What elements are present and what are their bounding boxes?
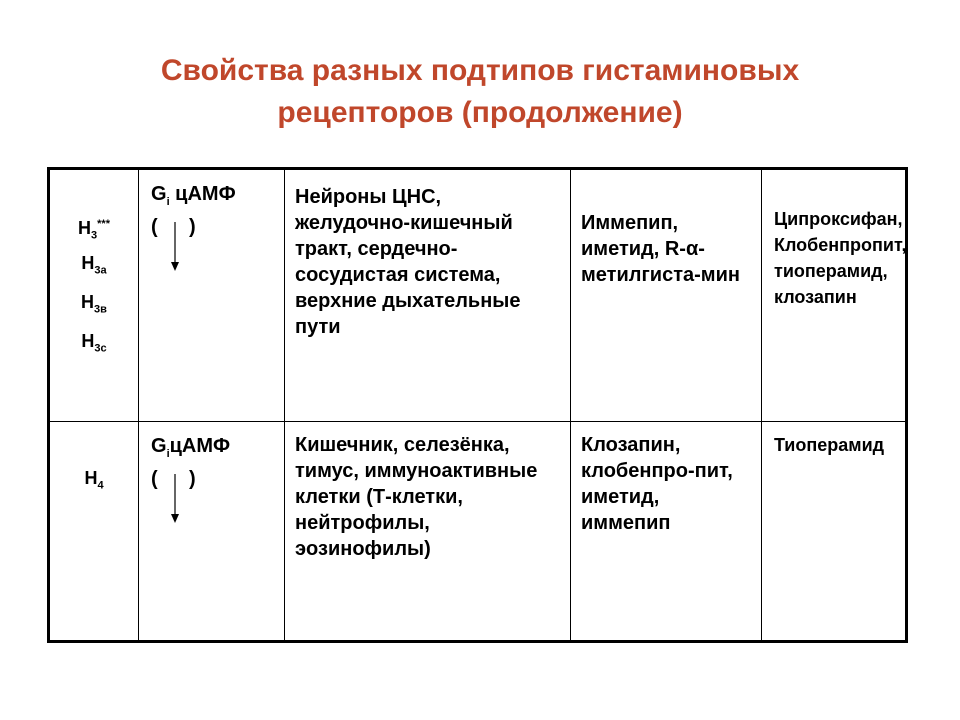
agonists-text: Клозапин, клобенпро-пит, иметид, иммепип xyxy=(581,434,733,534)
receptor-cell xyxy=(49,169,139,422)
page-title xyxy=(40,50,920,134)
receptor-table xyxy=(47,167,908,643)
paren-close: ) xyxy=(189,468,196,490)
agonists-cell xyxy=(571,169,762,422)
localization-cell xyxy=(285,422,571,642)
agonists-cell xyxy=(571,422,762,642)
paren-close: ) xyxy=(189,216,196,238)
paren-open: ( xyxy=(151,216,158,238)
paren-open: ( xyxy=(151,468,158,490)
receptor-h3a: $H_{3a}$ xyxy=(81,253,107,277)
antagonists-cell xyxy=(762,169,907,422)
receptor-h3b: $H_{3в}$ xyxy=(81,292,107,316)
antagonists-text: Ципроксифан, Клобенпропит, тиоперамид, клозапин xyxy=(774,209,907,307)
localization-cell xyxy=(285,169,571,422)
title-line-1: Свойства разных подтипов гистаминовых xyxy=(160,54,800,87)
table-row-h3 xyxy=(49,169,907,422)
signal-cell xyxy=(139,422,285,642)
receptor-h3: $H_3^{***}$ xyxy=(78,218,110,242)
receptor-h4: $H_4$ xyxy=(84,468,104,492)
agonists-text: Иммепип, иметид, R-α-метилгиста-мин xyxy=(581,212,740,286)
table-row-h4 xyxy=(49,422,907,642)
receptor-h3c: $H_{3c}$ xyxy=(81,331,107,355)
receptor-cell xyxy=(49,422,139,642)
signal-text: $G_iцАМФ$ xyxy=(151,435,231,460)
down-arrow-icon xyxy=(165,216,185,272)
antagonists-cell xyxy=(762,422,907,642)
signal-cell xyxy=(139,169,285,422)
antagonists-text: Тиоперамид xyxy=(774,435,885,455)
down-arrow-icon xyxy=(165,468,185,524)
localization-text: Нейроны ЦНС, желудочно-кишечный тракт, сердечно-сосудистая система, верхние дыхательные пути xyxy=(295,186,521,338)
localization-text: Кишечник, селезёнка, тимус, иммуноактивные клетки (Т-клетки, нейтрофилы, эозинофилы) xyxy=(295,434,538,560)
signal-text: $G_i$ цАМФ xyxy=(151,183,236,208)
title-line-2: рецепторов (продолжение) xyxy=(277,96,683,129)
